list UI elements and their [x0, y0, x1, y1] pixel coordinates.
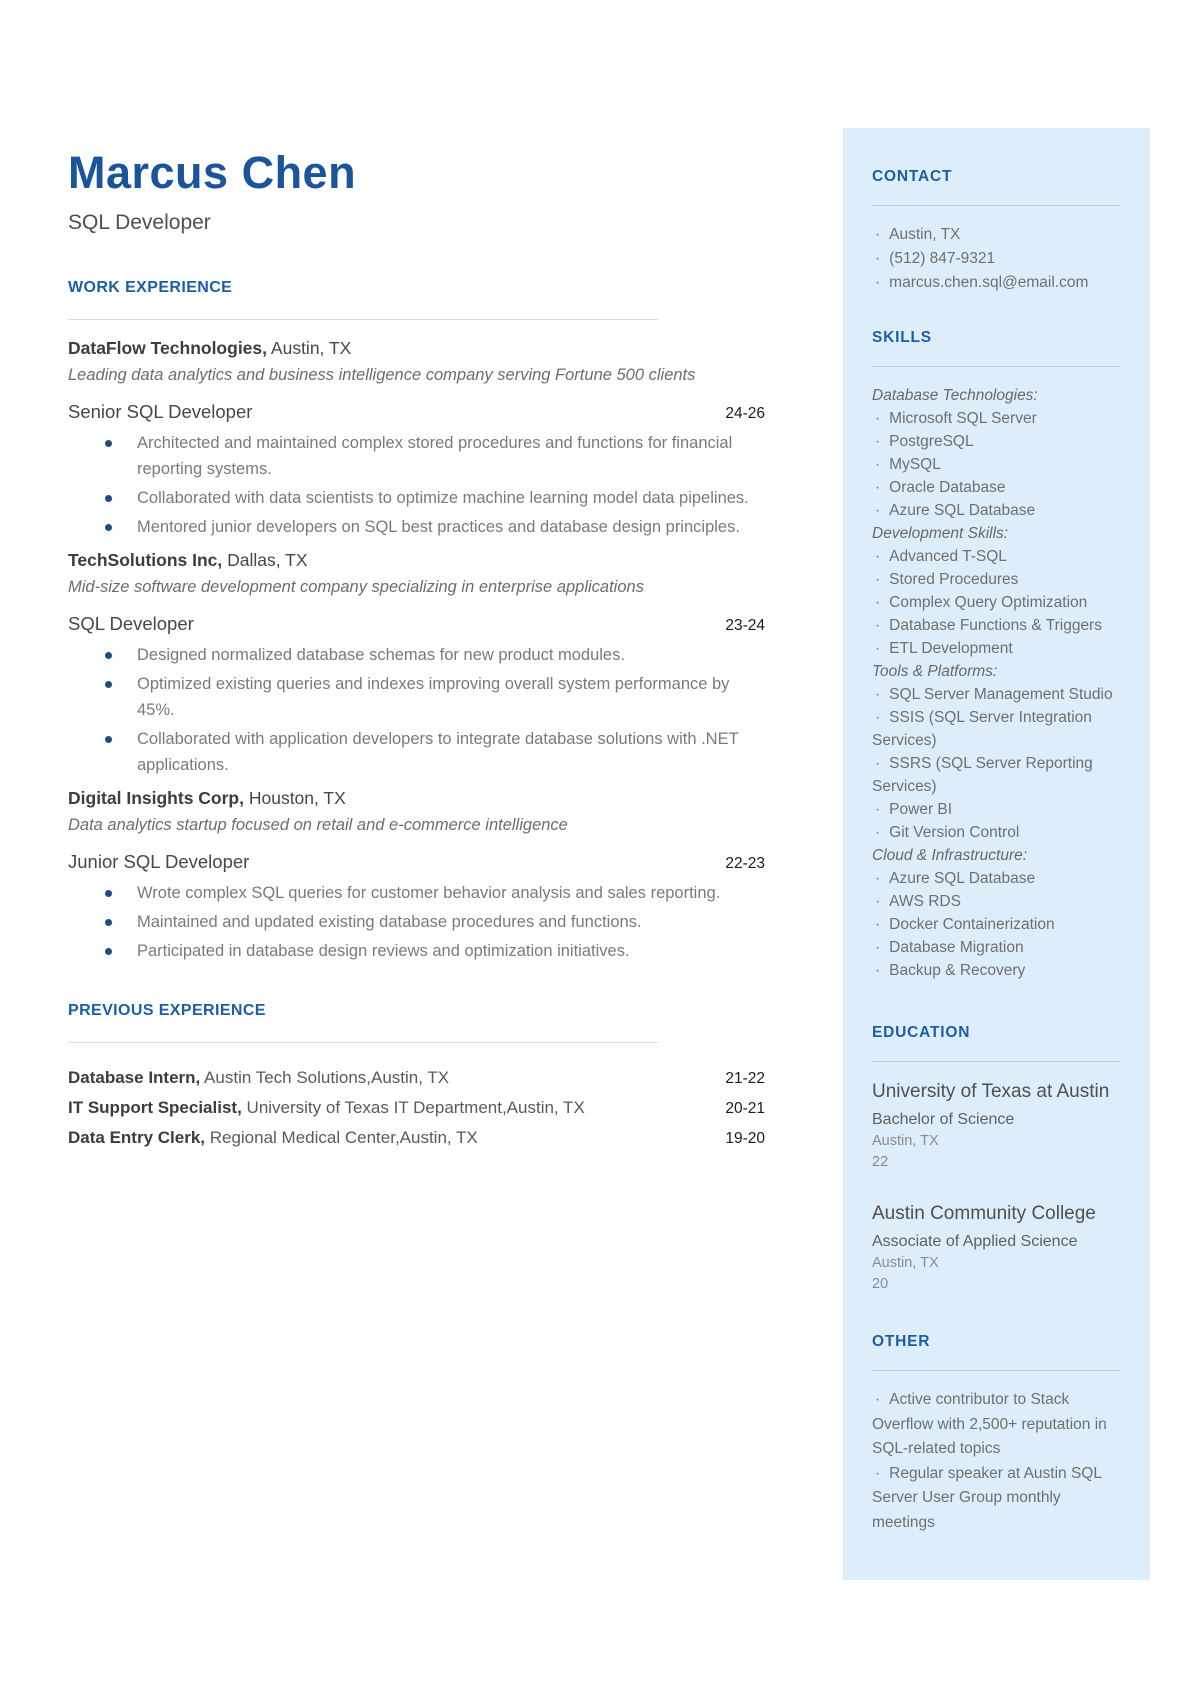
skill-item: · MySQL — [875, 456, 941, 473]
contact-item — [872, 247, 1121, 271]
bullet-item: Maintained and updated existing database procedures and functions. — [68, 909, 765, 935]
job-title-row — [68, 851, 765, 873]
previous-role-text — [68, 1063, 449, 1092]
skill-item: · AWS RDS — [875, 893, 961, 910]
section-heading-education: EDUCATION — [872, 1024, 971, 1041]
company-name: DataFlow Technologies, — [68, 338, 268, 358]
contact-location: Austin, TX — [889, 226, 961, 243]
bullet-item: Architected and maintained complex stored procedures and functions for financial reporting systems. — [68, 430, 765, 482]
school-year: 20 — [872, 1276, 889, 1292]
bullet-item: Participated in database design reviews and optimization initiatives. — [68, 938, 765, 964]
bullet-dot: · — [875, 640, 881, 657]
divider — [872, 205, 1121, 206]
job-dates: 24-26 — [725, 405, 765, 422]
section-heading-other: OTHER — [872, 1333, 931, 1350]
section-heading-previous-experience: PREVIOUS EXPERIENCE — [68, 1002, 266, 1019]
job-bullet-list — [68, 430, 765, 540]
person-job-title: SQL Developer — [68, 211, 211, 234]
skill-item: · SSRS (SQL Server Reporting Services) — [872, 755, 1093, 795]
skill-group-label: Database Technologies: — [872, 387, 1038, 404]
other-list — [872, 1388, 1121, 1535]
previous-roles-list — [68, 1063, 765, 1153]
company-location: Austin, TX — [267, 338, 352, 358]
skill-group-label: Development Skills: — [872, 525, 1009, 542]
company-name: Digital Insights Corp, — [68, 788, 244, 808]
section-heading-skills: SKILLS — [872, 329, 932, 346]
bullet-dot: · — [875, 456, 881, 473]
previous-role-title: IT Support Specialist, — [68, 1098, 242, 1117]
company-line — [68, 336, 765, 360]
skill-item: · SQL Server Management Studio — [875, 686, 1113, 703]
job-title: Senior SQL Developer — [68, 401, 253, 422]
school-name: Austin Community College — [872, 1203, 1096, 1224]
skill-item: · SSIS (SQL Server Integration Services) — [872, 709, 1092, 749]
skill-item: · Azure SQL Database — [875, 502, 1036, 519]
skill-item: · PostgreSQL — [875, 433, 974, 450]
previous-role-text — [68, 1093, 585, 1122]
job-title-row — [68, 401, 765, 423]
bullet-dot: · — [875, 617, 881, 634]
skill-item: · Stored Procedures — [875, 571, 1019, 588]
skill-item: · ETL Development — [875, 640, 1013, 657]
bullet-dot: · — [875, 571, 881, 588]
bullet-dot: · — [875, 594, 881, 611]
bullet-dot: · — [875, 433, 881, 450]
skill-item: · Docker Containerization — [875, 916, 1055, 933]
skill-item: · Oracle Database — [875, 479, 1006, 496]
previous-role-text — [68, 1123, 478, 1152]
skill-item: · Database Migration — [875, 939, 1024, 956]
school-degree: Bachelor of Science — [872, 1111, 1015, 1128]
skill-item: · Azure SQL Database — [875, 870, 1036, 887]
job-title-row — [68, 613, 765, 635]
section-heading-contact: CONTACT — [872, 168, 953, 185]
bullet-dot: · — [875, 502, 881, 519]
company-line — [68, 786, 765, 810]
divider — [872, 366, 1121, 367]
skill-item: · Git Version Control — [875, 824, 1020, 841]
bullet-item: Wrote complex SQL queries for customer behavior analysis and sales reporting. — [68, 880, 765, 906]
company-line — [68, 548, 765, 572]
contact-item — [872, 223, 1121, 247]
bullet-dot: · — [875, 274, 881, 291]
company-description: Data analytics startup focused on retail and e-commerce intelligence — [68, 816, 568, 834]
previous-role-row — [68, 1063, 765, 1093]
bullet-item: Collaborated with data scientists to optimize machine learning model data pipelines. — [68, 485, 765, 511]
company-description: Leading data analytics and business intelligence company serving Fortune 500 clients — [68, 366, 696, 384]
bullet-item: Designed normalized database schemas for new product modules. — [68, 642, 765, 668]
main-column — [68, 0, 765, 1153]
bullet-dot: · — [875, 686, 881, 703]
bullet-dot: · — [875, 916, 881, 933]
contact-phone: (512) 847-9321 — [889, 250, 996, 267]
education-entry — [872, 1079, 1121, 1173]
bullet-dot: · — [875, 226, 881, 243]
bullet-dot: · — [875, 870, 881, 887]
previous-role-org: University of Texas IT Department,Austin, TX — [241, 1098, 585, 1117]
job-bullet-list — [68, 880, 765, 964]
previous-role-row — [68, 1093, 765, 1123]
previous-role-dates: 19-20 — [725, 1130, 765, 1147]
bullet-item: Collaborated with application developers to integrate database solutions with .NET applications. — [68, 726, 765, 778]
previous-role-title: Database Intern, — [68, 1068, 201, 1087]
other-item: · Regular speaker at Austin SQL Server User Group monthly meetings — [872, 1464, 1102, 1531]
contact-item — [872, 271, 1121, 295]
skills-list — [872, 384, 1121, 982]
school-location: Austin, TX — [872, 1255, 939, 1271]
education-list — [872, 1079, 1121, 1295]
previous-role-dates: 21-22 — [725, 1070, 765, 1087]
previous-role-title: Data Entry Clerk, — [68, 1128, 205, 1147]
person-name: Marcus Chen — [68, 147, 357, 198]
school-name: University of Texas at Austin — [872, 1081, 1110, 1102]
school-degree: Associate of Applied Science — [872, 1233, 1078, 1250]
divider — [68, 1042, 658, 1043]
bullet-item: Optimized existing queries and indexes improving overall system performance by 45%. — [68, 671, 765, 723]
company-name: TechSolutions Inc, — [68, 550, 223, 570]
skill-item: · Complex Query Optimization — [875, 594, 1088, 611]
bullet-dot: · — [875, 250, 881, 267]
school-year: 22 — [872, 1154, 889, 1170]
previous-role-dates: 20-21 — [725, 1100, 765, 1117]
skill-item: · Advanced T-SQL — [875, 548, 1007, 565]
job-dates: 23-24 — [725, 617, 765, 634]
bullet-dot: · — [875, 801, 881, 818]
bullet-item: Mentored junior developers on SQL best practices and database design principles. — [68, 514, 765, 540]
contact-email: marcus.chen.sql@email.com — [889, 274, 1089, 291]
company-description: Mid-size software development company specializing in enterprise applications — [68, 578, 644, 596]
skill-item: · Microsoft SQL Server — [875, 410, 1037, 427]
bullet-dot: · — [875, 962, 881, 979]
company-location: Dallas, TX — [222, 550, 308, 570]
other-item: · Active contributor to Stack Overflow with 2,500+ reputation in SQL-related topics — [872, 1391, 1107, 1457]
bullet-dot: · — [875, 1391, 881, 1408]
previous-role-org: Regional Medical Center,Austin, TX — [205, 1128, 478, 1147]
job-title: SQL Developer — [68, 613, 194, 634]
divider — [872, 1061, 1121, 1062]
bullet-dot: · — [875, 548, 881, 565]
job-title: Junior SQL Developer — [68, 851, 250, 872]
bullet-dot: · — [875, 479, 881, 496]
contact-list — [872, 223, 1121, 295]
job-bullet-list — [68, 642, 765, 778]
sidebar — [843, 128, 1150, 1580]
previous-role-org: Austin Tech Solutions,Austin, TX — [200, 1068, 450, 1087]
divider — [68, 319, 658, 320]
bullet-dot: · — [875, 709, 881, 726]
previous-role-row — [68, 1123, 765, 1153]
school-location: Austin, TX — [872, 1133, 939, 1149]
bullet-dot: · — [875, 893, 881, 910]
skill-group-label: Tools & Platforms: — [872, 663, 998, 680]
skill-group-label: Cloud & Infrastructure: — [872, 847, 1028, 864]
job-dates: 22-23 — [725, 855, 765, 872]
skill-item: · Power BI — [875, 801, 953, 818]
skill-item: · Database Functions & Triggers — [875, 617, 1102, 634]
bullet-dot: · — [875, 939, 881, 956]
education-entry — [872, 1201, 1121, 1295]
bullet-dot: · — [875, 410, 881, 427]
skill-item: · Backup & Recovery — [875, 962, 1026, 979]
company-location: Houston, TX — [243, 788, 346, 808]
bullet-dot: · — [875, 755, 881, 772]
bullet-dot: · — [875, 1464, 881, 1482]
bullet-dot: · — [875, 824, 881, 841]
section-heading-work-experience: WORK EXPERIENCE — [68, 279, 233, 296]
divider — [872, 1370, 1121, 1371]
